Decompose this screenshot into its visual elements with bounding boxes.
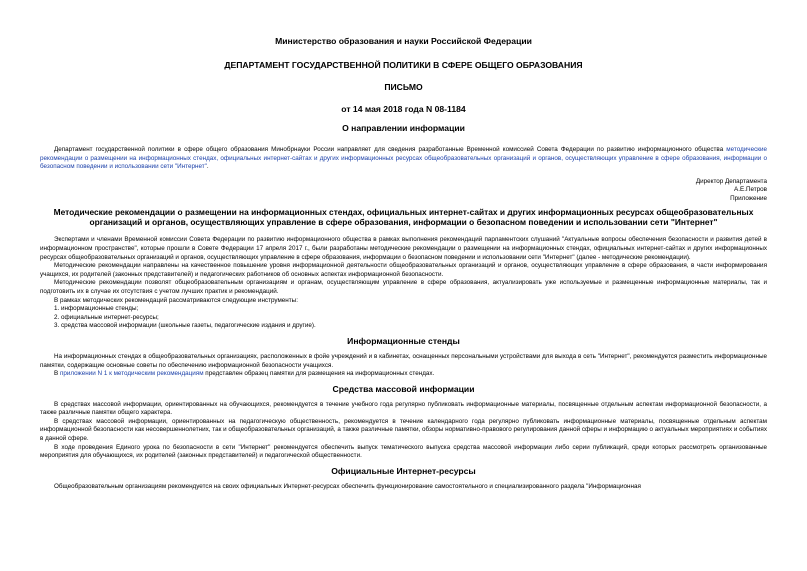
intro-text-after: . xyxy=(206,163,209,171)
department-heading: ДЕПАРТАМЕНТ ГОСУДАРСТВЕННОЙ ПОЛИТИКИ В СФЕРЕ ОБЩЕГО ОБРАЗОВАНИЯ xyxy=(224,60,583,70)
appendix-link[interactable]: приложении N 1 к методическим рекомендациям xyxy=(59,370,204,378)
body-paragraph-4: В рамках методических рекомендаций рассматриваются следующие инструменты: xyxy=(54,296,298,304)
section-title-media: Средства массовой информации xyxy=(332,383,475,394)
section-title-internet: Официальные Интернет-ресурсы xyxy=(331,465,476,476)
signature-position: Директор Департамента xyxy=(695,177,767,185)
signature-block xyxy=(40,178,767,204)
internet-paragraph-1: Общеобразовательным организациям рекомендуется на своих официальных Интернет-ресурсах обеспечить функционирование самостоятельного и специализированного раздела "Информационная xyxy=(54,482,641,490)
doc-type-heading: ПИСЬМО xyxy=(384,82,423,92)
media-paragraph-3: В ходе проведения Единого урока по безопасности в сети "Интернет" рекомендуется обеспечить выпуск тематического выпуска средства массовой информации либо серии публикаций, среди которых рассмотреть организованные мероприятия для обучающихся, их родителей (законных представителей) и педагогической общественности. xyxy=(40,443,767,460)
attachment-label: Приложение xyxy=(730,194,767,202)
ministry-heading: Министерство образования и науки Российской Федерации xyxy=(275,36,532,46)
intro-text-before: Департамент государственной политики в сфере общего образования Минобрнауки России направляет для сведения разработанные Временной комиссией Совета Федерации по развитию информационного общества xyxy=(54,146,727,153)
body-paragraph-2: Методические рекомендации направлены на качественное повышение уровня информационной деятельности общеобразовательных организаций и органов, осуществляющих управление в сфере образования, в части информирования учащихся, их родителей (законных представителей) и педагогических работников об основных аспектах информационной безопасности. xyxy=(40,262,767,278)
subject-heading: О направлении информации xyxy=(342,123,465,133)
media-paragraph-1: В средствах массовой информации, ориентированных на обучающихся, рекомендуется в течение учебного года регулярно публиковать информационные материалы, посвященные отдельным аспектам информационной безопасности, а также различные памятки общего характера. xyxy=(40,400,767,417)
date-number-heading: от 14 мая 2018 года N 08-1184 xyxy=(341,104,466,114)
body-paragraph-1: Экспертами и членами Временной комиссии Совета Федерации по развитию информационного общества в рамках выполнения рекомендаций парламентских слушаний "Актуальные вопросы обеспечения безопасности и развития детей в информационном пространстве", которые прошли в Совете Федерации 17 апреля 2017 г., были разработаны методические рекомендации о размещении на информационных стендах, официальных интернет-сайтах и других информационных ресурсах общеобразовательных организаций и органов, осуществляющих управление в сфере образования, информации о безопасном поведении и использовании сети "Интернет" (далее - методические рекомендации). xyxy=(40,236,767,261)
stands-paragraph-1: На информационных стендах в общеобразовательных организациях, расположенных в фойе учреждений и в кабинетах, оснащенных персональными устройствами для выхода в сеть "Интернет", рекомендуется разместить информационные памятки, содержащие основные советы по обеспечению информационной безопасности учащихся. xyxy=(40,352,767,369)
section-title-stands: Информационные стенды xyxy=(347,335,460,346)
intro-paragraph xyxy=(40,146,767,172)
recommendations-link[interactable]: методические рекомендации о размещении на информационных стендах, официальных интернет-сайтах и других информационных ресурсах общеобразовательных организаций и органов, осуществляющих управление в сфере образования, информации о безопасном поведении и использовании сети "Интернет" xyxy=(40,146,767,171)
signature-name: А.Е.Петров xyxy=(734,186,767,194)
list-item: 1. информационные стенды; xyxy=(54,305,139,313)
body-paragraph-3: Методические рекомендации позволят общеобразовательным организациям и органам, осуществляющим управление в сфере образования, актуализировать уже используемые и размещенные информационные материалы, так и подготовить их в случае их отсутствия с учетом лучших практик и рекомендаций. xyxy=(40,279,767,295)
list-item: 3. средства массовой информации (школьные газеты, педагогические издания и другие). xyxy=(54,322,316,330)
stands-text-before: В xyxy=(54,370,60,378)
recommendations-title: Методические рекомендации о размещении на информационных стендах, официальных интернет-сайтах и других информационных ресурсах общеобразовательных организаций и органов, осуществляющих управление в сфере образования, информации о безопасном поведении и использовании сети "Интернет" xyxy=(53,206,754,227)
list-item: 2. официальные интернет-ресурсы; xyxy=(54,313,159,321)
stands-paragraph-2 xyxy=(40,370,767,379)
media-paragraph-2: В средствах массовой информации, ориентированных на педагогическую общественность, рекомендуется в течение календарного года регулярно публиковать информационные материалы, посвященные отдельным аспектам информационной безопасности как несовершеннолетних, так и общеобразовательных организаций, а также различные памятки, обзоры нормативно-правового регулирования данной сферы и информацию о актуальных мероприятиях и событиях в данной сфере. xyxy=(40,417,767,443)
stands-text-after: представлен образец памятки для размещения на информационных стендах. xyxy=(203,370,435,378)
